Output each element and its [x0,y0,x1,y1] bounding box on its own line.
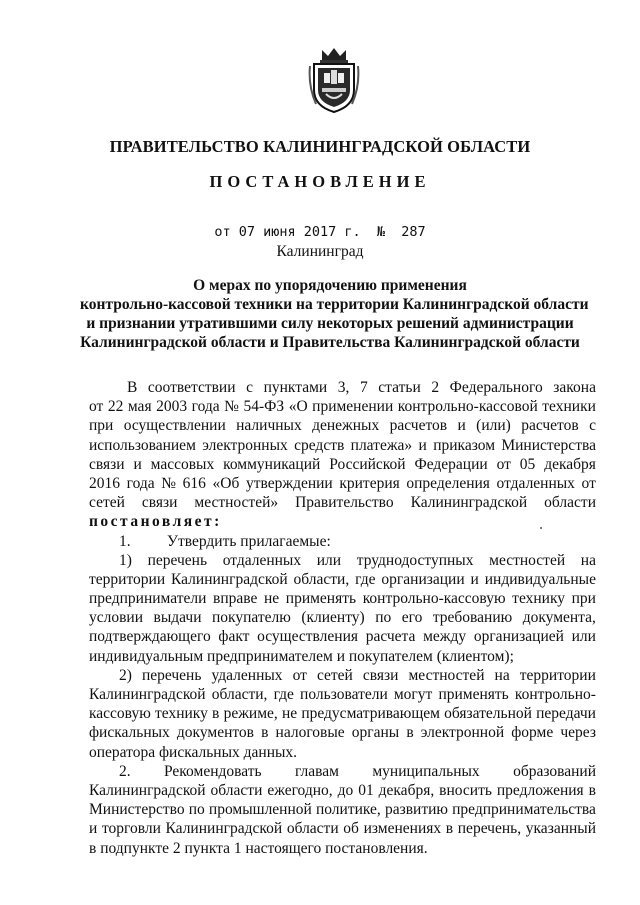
word: условии [89,609,144,627]
text-line [89,781,596,800]
word: до [337,781,354,799]
text-line [89,474,596,493]
word: (клиенту) [301,609,365,627]
text-line [89,551,596,570]
word: года [126,474,155,492]
word: и [457,417,466,435]
text-fragment: оператора фискальных данных. [89,743,298,761]
word: области [286,820,339,838]
word: сетей [89,494,125,512]
word: расчетов [389,417,448,435]
word: и [470,570,479,588]
word: в [445,820,454,838]
word: факт [218,628,250,646]
word: осуществлении [123,417,226,435]
word: отдаленных [496,474,575,492]
word: расчетов [521,417,579,435]
word: главам [294,762,339,780]
text-line [89,589,596,608]
text-line [89,723,596,742]
word: выдачи [153,609,202,627]
text-fragment: постановляет: [89,513,222,531]
subject-line: контрольно-кассовой техники на территории Калининградской области [80,296,589,313]
word: 2 [431,379,440,396]
word: техники [542,398,596,416]
word: закона [553,379,596,396]
word: в [212,705,220,723]
word: указанный [525,820,596,838]
word: местностей [489,551,566,569]
word: от [292,666,307,684]
word: электронной [420,724,505,742]
word: осуществления [257,628,358,646]
word: и [89,820,98,838]
word: (или) [476,417,511,435]
word: 3, [337,379,350,396]
text-line [89,627,596,646]
word: об [343,820,359,838]
word: органы [351,724,400,742]
word: в [406,724,414,742]
word: Федерального [449,379,543,396]
word: 54-ФЗ [243,398,285,416]
text-line [89,436,596,455]
word: индивидуальные [484,570,596,588]
text-line [89,378,596,397]
word: предпринимательства [452,801,596,819]
text-line [89,800,596,819]
word: № [224,398,239,416]
item-text: Утвердить прилагаемые: [167,532,331,550]
word: пользователи [300,686,388,703]
word: Рекомендовать [164,762,262,780]
word: перечень [147,551,208,569]
word: от [89,398,104,416]
word: не [263,590,280,608]
word: и [133,455,142,473]
word: контрольно- [514,686,596,703]
speck [540,527,542,529]
word: технику [155,705,208,723]
word: Калининградской [165,820,283,838]
text-line [89,743,596,762]
word: мая [127,398,152,416]
word: или [316,551,342,569]
word: контрольно-кассовую [362,590,506,608]
word: предприниматели [89,590,207,608]
text-line [89,397,596,416]
word: утверждении [245,474,333,492]
text-line [89,493,596,512]
word: фискальных [89,724,170,742]
word: 2016 [89,474,120,492]
text-line [89,570,596,589]
text-line [89,839,596,858]
date-and-number: от 07 июня 2017 г. № 287 [214,224,426,240]
word: изменениях [363,820,442,838]
word: денежных [312,417,380,435]
word: в [588,781,596,799]
word: с [246,379,253,396]
word: применять [438,686,509,703]
text-line [89,685,596,704]
document-subject [80,276,589,352]
word: где [273,686,294,703]
text-line [89,704,596,723]
subject-line: и признании утратившими силу некоторых решений администрации [86,315,574,332]
coat-of-arms-emblem [308,46,360,114]
word: области [544,494,596,512]
word: могут [393,686,433,703]
word: или [571,628,596,646]
word: его [401,609,423,627]
word: предложения [496,781,584,799]
text-line [89,819,596,838]
word: применении [312,398,394,416]
word: кассовую [89,705,151,723]
text-line [89,416,596,435]
word: между [423,628,467,646]
word: обязательной [444,705,532,723]
word: пунктами [263,379,328,396]
word: наличных [236,417,302,435]
word: документов [176,724,255,742]
document-type: ПОСТАНОВЛЕНИЕ [209,172,431,191]
word: по [375,609,392,627]
word: передачи [536,705,596,723]
word: предусматривающем [301,705,440,723]
word: перечень, [457,820,522,838]
word: по [188,801,205,819]
government-title: ПРАВИТЕЛЬСТВО КАЛИНИНГРАДСКОЙ ОБЛАСТИ [109,137,531,156]
word: Калининградской [171,570,288,588]
word: удаленных [211,666,283,684]
word: торговли [101,820,161,838]
word: местностей [408,666,485,684]
word: покупателю [211,609,291,627]
word: расчета [365,628,416,646]
word: декабря, [378,781,435,799]
word: электронных [202,436,288,454]
word: подтверждающего [89,628,211,646]
word: «О [288,398,308,416]
word: от [496,455,511,473]
word: на [494,666,510,684]
word: при [571,590,596,608]
word: определения [406,474,490,492]
word: от [581,474,596,492]
word: применять [285,590,357,608]
item-1-line [89,532,596,551]
word: 2. [119,762,131,780]
text-line [89,666,596,685]
word: местностей» [194,494,279,512]
word: приказом [433,436,495,454]
word: с [589,417,596,435]
word: где [355,570,376,588]
word: Калининградской [89,686,206,703]
word: налоговые [275,724,345,742]
word: требованию [432,609,513,627]
word: перечень [141,666,202,684]
word: связи [89,455,125,473]
word: развитию [384,801,448,819]
word: 01 [358,781,374,799]
word: № [161,474,177,492]
word: Министерства [501,436,596,454]
word: связи [362,666,399,684]
word: Калининградской [410,494,528,512]
word: при [89,417,114,435]
word: образований [513,762,596,780]
word: муниципальных [372,762,480,780]
word: политике, [315,801,381,819]
word: 616 [182,474,206,492]
word: в [261,724,269,742]
word: области [210,781,263,799]
text-line [89,512,596,531]
word: коммуникаций [223,455,321,473]
item-number: 1. [119,532,131,550]
word: режиме, [223,705,278,723]
word: организацией [473,628,564,646]
word: платежа» [350,436,413,454]
subject-line: Калининградской области и Правительства Калининградской области [80,334,580,351]
document-body [89,378,596,858]
word: отдаленных [222,551,302,569]
text-line [89,455,596,474]
word: области, [211,686,268,703]
word: критерия [339,474,400,492]
word: территории [89,570,166,588]
word: 05 [519,455,536,473]
text-fragment: в подпункте 2 пункта 1 настоящего постановления. [89,839,428,857]
word: года [191,398,220,416]
word: Федерации [414,455,488,473]
word: не [281,705,298,723]
word: Калининградской [89,781,206,799]
word: контрольно-кассовой [397,398,538,416]
text-line [89,762,596,781]
word: организации [381,570,465,588]
word: Министерство [89,801,185,819]
word: области, [293,570,350,588]
word: связи [141,494,178,512]
word: ежегодно, [267,781,333,799]
word: вносить [439,781,492,799]
word: документа, [522,609,596,627]
word: сетей [316,666,353,684]
word: средств [294,436,345,454]
word: статьи [378,379,421,396]
word: Российской [329,455,406,473]
word: 2003 [156,398,188,416]
word: Правительство [295,494,394,512]
word: территории [519,666,596,684]
word: В [127,379,138,396]
text-fragment: индивидуальным предпринимателем и покупателем (клиентом); [89,647,514,665]
subject-line: О мерах по упорядочению применения [193,277,467,294]
city-name: Калининград [276,243,364,260]
word: соответствии [147,379,236,396]
word: труднодоступных [356,551,474,569]
word: и [418,436,427,454]
word: декабря [544,455,596,473]
word: 7 [359,379,368,396]
text-line [89,608,596,627]
word: 22 [107,398,124,416]
word: 2) [119,666,132,684]
word: форме [511,724,554,742]
word: «Об [212,474,240,492]
word: через [560,724,596,742]
word: 1) [119,551,132,569]
text-line [89,647,596,666]
word: промышленной [208,801,312,819]
word: на [580,551,596,569]
word: массовых [150,455,215,473]
word: использованием [89,436,196,454]
word: вправе [213,590,258,608]
word: технику [512,590,566,608]
